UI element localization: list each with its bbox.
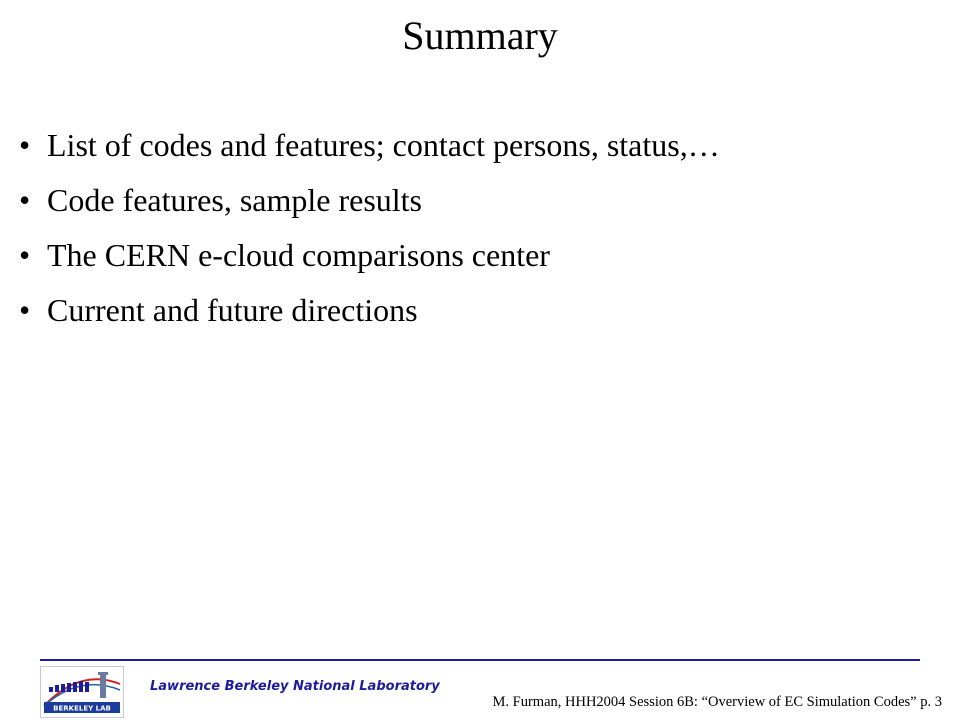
bullet-text: Code features, sample results (47, 182, 422, 218)
bullet-icon: • (19, 182, 31, 218)
bullet-icon: • (19, 292, 31, 328)
lab-name: Lawrence Berkeley National Laboratory (150, 679, 440, 694)
berkeley-lab-logo-icon (40, 666, 124, 718)
bullet-icon: • (19, 237, 31, 273)
slide-title: Summary (402, 13, 558, 58)
footer-divider (40, 659, 920, 661)
bullet-text: The CERN e-cloud comparisons center (47, 237, 550, 273)
list-item (0, 228, 960, 283)
list-item (0, 173, 960, 228)
list-item (0, 283, 960, 338)
bullet-text: List of codes and features; contact persons, status,… (47, 127, 720, 163)
footer-citation: M. Furman, HHH2004 Session 6B: “Overview of EC Simulation Codes” p. 3 (492, 694, 942, 710)
bullet-list (0, 118, 960, 338)
list-item (0, 118, 960, 173)
bullet-text: Current and future directions (47, 292, 418, 328)
logo-text: BERKELEY LAB (53, 704, 111, 713)
bullet-icon: • (19, 127, 31, 163)
